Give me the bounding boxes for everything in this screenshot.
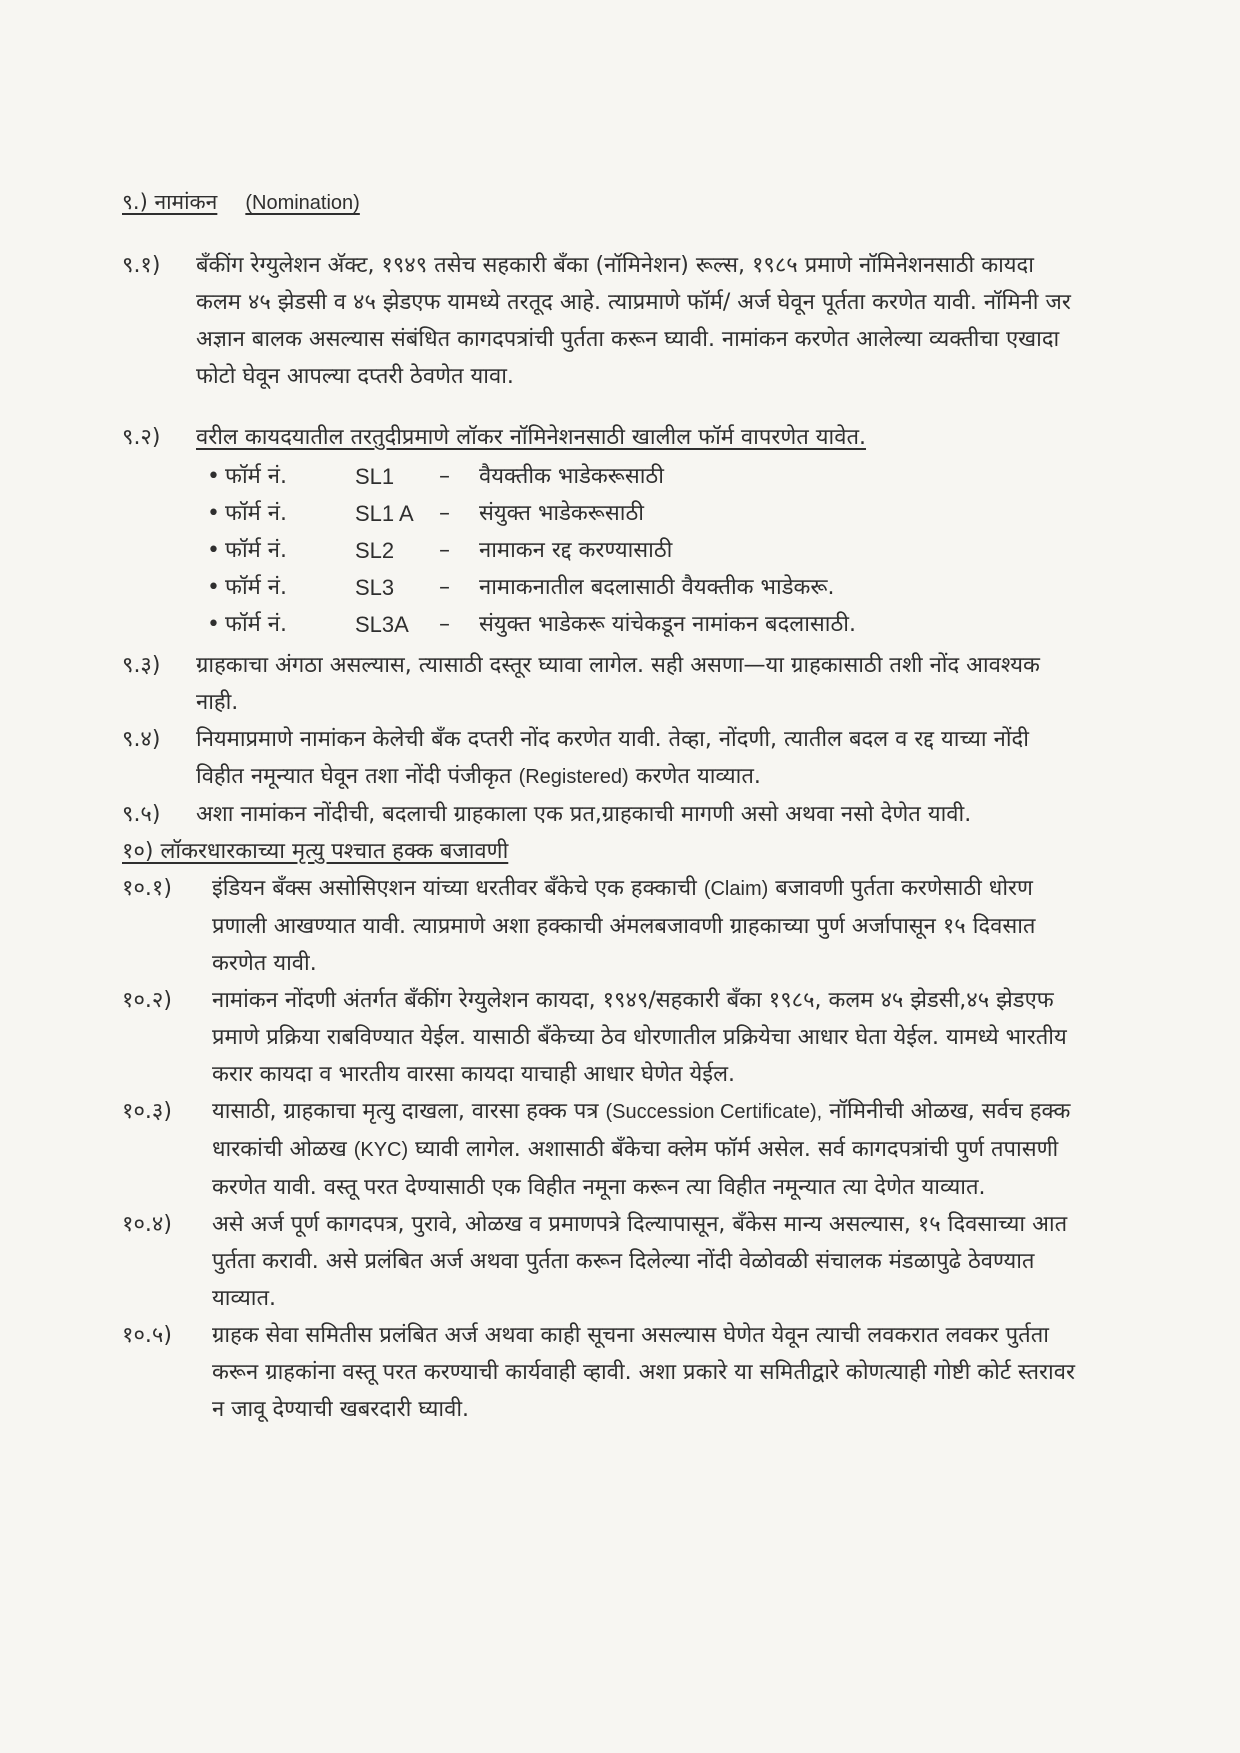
paragraph-text-part: बजावणी पुर्तता करणेसाठी धोरण प्रणाली आखण्यात यावी. त्याप्रमाणे अशा हक्काची अंमलबजावणी ग्राहकाच्या पुर्ण अर्जापासून १५ दिवसात करणेत यावी. bbox=[212, 876, 1036, 976]
paragraph-number: १०.४) bbox=[122, 1212, 172, 1237]
paragraph-text-part: नियमाप्रमाणे नामांकन केलेची बँक दप्तरी नोंद करणेत यावी. तेव्हा, नोंदणी, त्यातील बदल व रद्द याच्या नोंदी विहीत नमून्यात घेवून तशा नोंदी पंजीकृत bbox=[196, 727, 1029, 789]
list-item bbox=[207, 606, 1082, 643]
paragraph-number: ९.३) bbox=[122, 653, 161, 678]
paragraph-text-part: यासाठी, ग्राहकाचा मृत्यु दाखला, वारसा हक्क पत्र bbox=[212, 1099, 599, 1124]
paragraph-number: ९.५) bbox=[122, 802, 161, 827]
paragraph-text: असे अर्ज पूर्ण कागदपत्र, पुरावे, ओळख व प्रमाणपत्रे दिल्यापासून, बँकेस मान्य असल्यास, १५ दिवसाच्या आत पुर्तता करावी. असे प्रलंबित अर्ज अथवा पुर्तता करून दिलेल्या नोंदी वेळोवळी संचालक मंडळापुढे ठेवण्यात याव्यात. bbox=[212, 1212, 1068, 1311]
form-description: नामाकनातील बदलासाठी वैयक्तीक भाडेकरू. bbox=[479, 575, 835, 600]
section-9-title-marathi: ९.) नामांकन bbox=[122, 190, 218, 214]
paragraph-text-english: (Registered) bbox=[518, 766, 629, 788]
list-item bbox=[207, 458, 1082, 495]
form-code: SL3 bbox=[355, 575, 395, 600]
paragraph-text: बँकींग रेग्युलेशन अ‍ॅक्ट, १९४९ तसेच सहकारी बँका (नॉमिनेशन) रूल्स, १९८५ प्रमाणे नॉमिनेशनसाठी कायदा कलम ४५ झेडसी व ४५ झेडएफ यामध्ये तरतूद आहे. त्याप्रमाणे फॉर्म/ अर्ज घेवून पूर्तता करणेत यावी. नॉमिनी जर अज्ञान बालक असल्यास संबंधित कागदपत्रांची पुर्तता करून घ्यावी. नामांकन करणेत आलेल्या व्यक्तीचा एखादा फोटो घेवून आपल्या दप्तरी ठेवणेत यावा. bbox=[196, 253, 1071, 389]
paragraph-number: १०.१) bbox=[122, 876, 172, 901]
section-10-title: १०) लॉकरधारकाच्या मृत्यु पश्चात हक्क बजावणी bbox=[122, 839, 509, 864]
document-content bbox=[122, 184, 1082, 1428]
paragraph-text bbox=[212, 870, 1082, 982]
list-item bbox=[207, 532, 1082, 569]
form-description: संयुक्त भाडेकरू यांचेकडून नामांकन बदलासाठी. bbox=[479, 612, 856, 637]
paragraph-text-part: घ्यावी लागेल. अशासाठी बँकेचा क्लेम फॉर्म असेल. सर्व कागदपत्रांची पुर्ण तपासणी करणेत यावी. वस्तू परत देण्यासाठी एक विहीत नमूना करून त्या विहीत नमून्यात त्या देणेत याव्यात. bbox=[212, 1137, 1059, 1200]
paragraph-10-1 bbox=[122, 870, 1082, 982]
paragraph-number: ९.१) bbox=[122, 253, 161, 278]
paragraph-title: वरील कायदयातील तरतुदीप्रमाणे लॉकर नॉमिनेशनसाठी खालील फॉर्म वापरणेत यावेत. bbox=[196, 425, 867, 450]
paragraph-text: ग्राहकाचा अंगठा असल्यास, त्यासाठी दस्तूर घ्यावा लागेल. सही असणा—या ग्राहकासाठी तशी नोंद आवश्यक नाही. bbox=[196, 653, 1040, 715]
form-label: फॉर्म नं. bbox=[225, 575, 288, 600]
form-code: SL2 bbox=[355, 538, 395, 563]
paragraph-text-english: (KYC) bbox=[353, 1139, 409, 1161]
paragraph-number: १०.२) bbox=[122, 988, 172, 1013]
paragraph-9-2 bbox=[122, 419, 1082, 456]
form-label: फॉर्म नं. bbox=[225, 464, 288, 489]
paragraph-text-english: (Claim) bbox=[703, 878, 769, 900]
form-dash: – bbox=[439, 464, 450, 489]
paragraph-text-part: करणेत याव्यात. bbox=[635, 764, 761, 789]
paragraph-number: १०.५) bbox=[122, 1323, 172, 1348]
paragraph-9-5 bbox=[122, 796, 1082, 833]
paragraph-text: ग्राहक सेवा समितीस प्रलंबित अर्ज अथवा काही सूचना असल्यास घेणेत येवून त्याची लवकरात लवकर पुर्तता करून ग्राहकांना वस्तू परत करण्याची कार्यवाही व्हावी. अशा प्रकारे या समितीद्वारे कोणत्याही गोष्टी कोर्ट स्तरावर न जावू देण्याची खबरदारी घ्यावी. bbox=[212, 1323, 1075, 1422]
paragraph-number: ९.४) bbox=[122, 727, 161, 752]
section-10-heading bbox=[122, 833, 1082, 870]
form-dash: – bbox=[439, 575, 450, 600]
form-label: फॉर्म नं. bbox=[225, 612, 288, 637]
section-9-title-english: (Nomination) bbox=[245, 192, 360, 214]
paragraph-number: ९.२) bbox=[122, 425, 161, 450]
paragraph-9-3 bbox=[122, 647, 1082, 721]
form-description: संयुक्त भाडेकरूसाठी bbox=[479, 501, 644, 526]
paragraph-number: १०.३) bbox=[122, 1099, 172, 1124]
paragraph-10-2 bbox=[122, 982, 1082, 1093]
form-description: वैयक्तीक भाडेकरूसाठी bbox=[479, 464, 664, 489]
form-dash: – bbox=[439, 612, 450, 637]
paragraph-10-3 bbox=[122, 1093, 1082, 1206]
list-item bbox=[207, 495, 1082, 532]
paragraph-text bbox=[196, 721, 1082, 796]
bullet-icon: • bbox=[207, 575, 220, 600]
list-item bbox=[207, 569, 1082, 606]
paragraph-text: अशा नामांकन नोंदीची, बदलाची ग्राहकाला एक प्रत,ग्राहकाची मागणी असो अथवा नसो देणेत यावी. bbox=[196, 802, 972, 827]
paragraph-text bbox=[212, 1093, 1082, 1206]
form-code: SL1 bbox=[355, 464, 395, 489]
form-dash: – bbox=[439, 501, 450, 526]
paragraph-text: नामांकन नोंदणी अंतर्गत बँकींग रेग्युलेशन कायदा, १९४९/सहकारी बँका १९८५, कलम ४५ झेडसी,४५ झेडएफ प्रमाणे प्रक्रिया राबविण्यात येईल. यासाठी बँकेच्या ठेव धोरणातील प्रक्रियेचा आधार घेता येईल. यामध्ये भारतीय करार कायदा व भारतीय वारसा कायदा याचाही आधार घेणेत येईल. bbox=[212, 988, 1067, 1087]
form-label: फॉर्म नं. bbox=[225, 501, 288, 526]
paragraph-9-4 bbox=[122, 721, 1082, 796]
bullet-icon: • bbox=[207, 501, 220, 526]
section-9-heading bbox=[122, 184, 1082, 222]
paragraph-text-english: (Succession Certificate), bbox=[605, 1101, 823, 1123]
bullet-icon: • bbox=[207, 538, 220, 563]
paragraph-text-part: इंडियन बँक्स असोसिएशन यांच्या धरतीवर बँकेचे एक हक्काची bbox=[212, 876, 697, 901]
forms-list bbox=[207, 458, 1082, 643]
paragraph-10-5 bbox=[122, 1317, 1082, 1428]
bullet-icon: • bbox=[207, 464, 220, 489]
paragraph-9-1 bbox=[122, 247, 1082, 395]
form-label: फॉर्म नं. bbox=[225, 538, 288, 563]
form-dash: – bbox=[439, 538, 450, 563]
form-description: नामाकन रद्द करण्यासाठी bbox=[479, 538, 673, 563]
paragraph-text-part: नॉमिनीची ओळख, सर्वच हक्क धारकांची ओळख bbox=[212, 1099, 1071, 1162]
bullet-icon: • bbox=[207, 612, 220, 637]
form-code: SL1 A bbox=[355, 501, 414, 526]
paragraph-10-4 bbox=[122, 1206, 1082, 1317]
form-code: SL3A bbox=[355, 612, 409, 637]
